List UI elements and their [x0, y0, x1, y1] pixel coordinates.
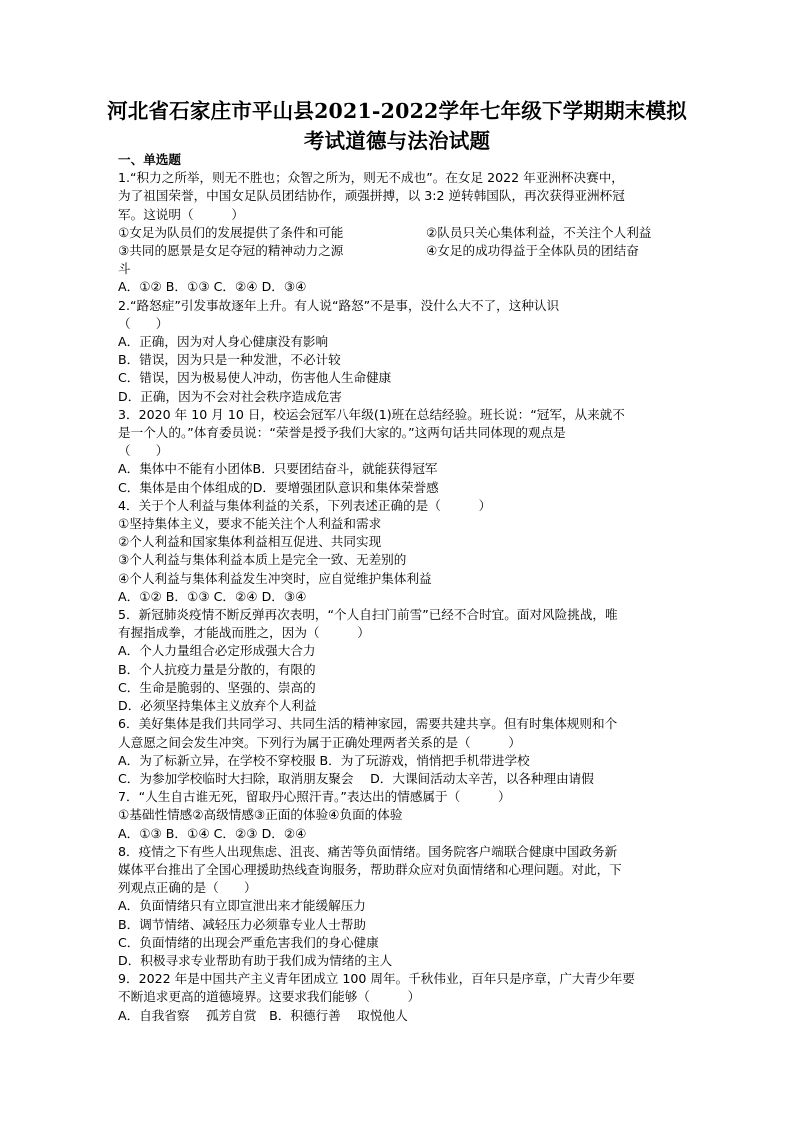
question-3	[118, 406, 678, 497]
choice-c: C．负面情绪的出现会严重危害我们的身心健康	[118, 934, 379, 950]
statement-option: ④女足的成功得益于全体队员的团结奋	[426, 243, 639, 259]
question-stem: 4．关于个人利益与集体利益的关系，下列表述正确的是（ ）	[118, 497, 492, 513]
question-stem: 为了祖国荣誉，中国女足队员团结协作，顽强拼搏，以 3:2 逆转韩国队，再次获得亚洲杯冠	[118, 188, 625, 204]
question-stem: 2.“路怒症”引发事故逐年上升。有人说“路怒”不是事，没什么大不了，这种认识	[118, 297, 560, 313]
question-stem: 是一个人的。”体育委员说：“荣誉是授予我们大家的。”这两句话共同体现的观点是	[118, 425, 566, 441]
question-2	[118, 297, 678, 406]
question-stem: 3．2020 年 10 月 10 日，校运会冠军八年级(1)班在总结经验。班长说：“冠军，从来就不	[118, 406, 625, 422]
statement-option: ④个人利益与集体利益发生冲突时，应自觉维护集体利益	[118, 570, 432, 586]
statement-option: ②个人利益和国家集体利益相互促进、共同实现	[118, 534, 382, 550]
statement-options: ①基础性情感②高级情感③正面的体验④负面的体验	[118, 807, 403, 823]
question-stem: （ ）	[118, 315, 169, 331]
choice-b: B．调节情绪、减轻压力必须靠专业人士帮助	[118, 916, 366, 932]
choice-a-b: A．为了标新立异，在学校不穿校服 B．为了玩游戏，悄悄把手机带进学校	[118, 752, 530, 768]
statement-option-continued: 斗	[118, 261, 131, 277]
statement-option: ②队员只关心集体利益，不关注个人利益	[426, 224, 652, 240]
question-5	[118, 606, 678, 715]
answer-choices: A．①② B．①③ C．②④ D．③④	[118, 588, 307, 604]
choice-d: D．积极寻求专业帮助有助于我们成为情绪的主人	[118, 952, 393, 968]
statement-option: ③共同的愿景是女足夺冠的精神动力之源	[118, 243, 344, 259]
question-8	[118, 843, 678, 970]
question-stem: 不断追求更高的道德境界。这要求我们能够（ ）	[118, 989, 421, 1005]
choice-a-b: A．自我省察 孤芳自赏 B．积德行善 取悦他人	[118, 1007, 408, 1023]
question-stem: 人意愿之间会发生冲突。下列行为属于正确处理两者关系的是（ ）	[118, 734, 521, 750]
question-stem: 媒体平台推出了全国心理援助热线查询服务，帮助群众应对负面情绪和心理问题。对此，下	[118, 861, 622, 877]
statement-option: ③个人利益与集体利益本质上是完全一致、无差别的	[118, 552, 407, 568]
document-title	[60, 96, 734, 156]
question-stem: （ ）	[118, 443, 169, 459]
choice-d: D．正确，因为不会对社会秩序造成危害	[118, 388, 342, 404]
choice-c: C．生命是脆弱的、坚强的、崇高的	[118, 679, 316, 695]
title-line-1: 河北省石家庄市平山县2021-2022学年七年级下学期期末模拟	[107, 99, 687, 123]
choice-a-b: A．集体中不能有小团体B．只要团结奋斗，就能获得冠军	[118, 461, 438, 477]
question-6	[118, 715, 678, 788]
section-heading: 一、单选题	[118, 152, 181, 167]
question-stem: 军。这说明（ ）	[118, 206, 244, 222]
question-stem: 列观点正确的是（ ）	[118, 880, 257, 896]
choice-d: D．必须坚持集体主义放弃个人利益	[118, 698, 317, 714]
statement-option: ①坚持集体主义，要求不能关注个人利益和需求	[118, 516, 382, 532]
option-row	[118, 242, 678, 260]
question-9	[118, 970, 678, 1025]
question-stem: 6．美好集体是我们共同学习、共同生活的精神家园，需要共建共享。但有时集体规则和个	[118, 716, 618, 732]
question-4	[118, 497, 678, 606]
option-row	[118, 224, 678, 242]
question-stem: 7．“人生自古谁无死，留取丹心照汗青。”表达出的情感属于（ ）	[118, 789, 511, 805]
choice-a: A．个人力量组合必定形成强大合力	[118, 643, 316, 659]
title-line-2: 考试道德与法治试题	[303, 129, 491, 153]
answer-choices: A．①③ B．①④ C．②③ D．②④	[118, 825, 307, 841]
choice-b: B．错误，因为只是一种发泄，不必计较	[118, 352, 341, 368]
answer-choices: A．①② B．①③ C．②④ D．③④	[118, 279, 307, 295]
question-stem: 8．疫情之下有些人出现焦虑、沮丧、痛苦等负面情绪。国务院客户端联合健康中国政务新	[118, 843, 618, 859]
choice-c: C．错误，因为极易使人冲动，伤害他人生命健康	[118, 370, 392, 386]
question-stem: 9．2022 年是中国共产主义青年团成立 100 周年。千秋伟业，百年只是序章，广大青少年要	[118, 971, 635, 987]
question-stem: 有握指成拳，才能战而胜之，因为（ ）	[118, 625, 370, 641]
statement-option: ①女足为队员们的发展提供了条件和可能	[118, 224, 344, 240]
question-7	[118, 788, 678, 843]
choice-c-d: C．为参加学校临时大扫除，取消朋友聚会 D．大课间活动太辛苦，以各种理由请假	[118, 770, 594, 786]
choice-a: A．正确，因为对人身心健康没有影响	[118, 334, 329, 350]
document-body	[118, 151, 678, 1025]
choice-a: A．负面情绪只有立即宣泄出来才能缓解压力	[118, 898, 366, 914]
choice-c-d: C．集体是由个体组成的D．要增强团队意识和集体荣誉感	[118, 479, 439, 495]
question-stem: 1.“积力之所举，则无不胜也；众智之所为，则无不成也”。在女足 2022 年亚洲杯决赛中，	[118, 170, 624, 186]
question-stem: 5．新冠肺炎疫情不断反弹再次表明，“个人自扫门前雪”已经不合时宜。面对风险挑战，唯	[118, 607, 618, 623]
choice-b: B．个人抗疫力量是分散的，有限的	[118, 661, 316, 677]
question-1	[118, 169, 678, 296]
